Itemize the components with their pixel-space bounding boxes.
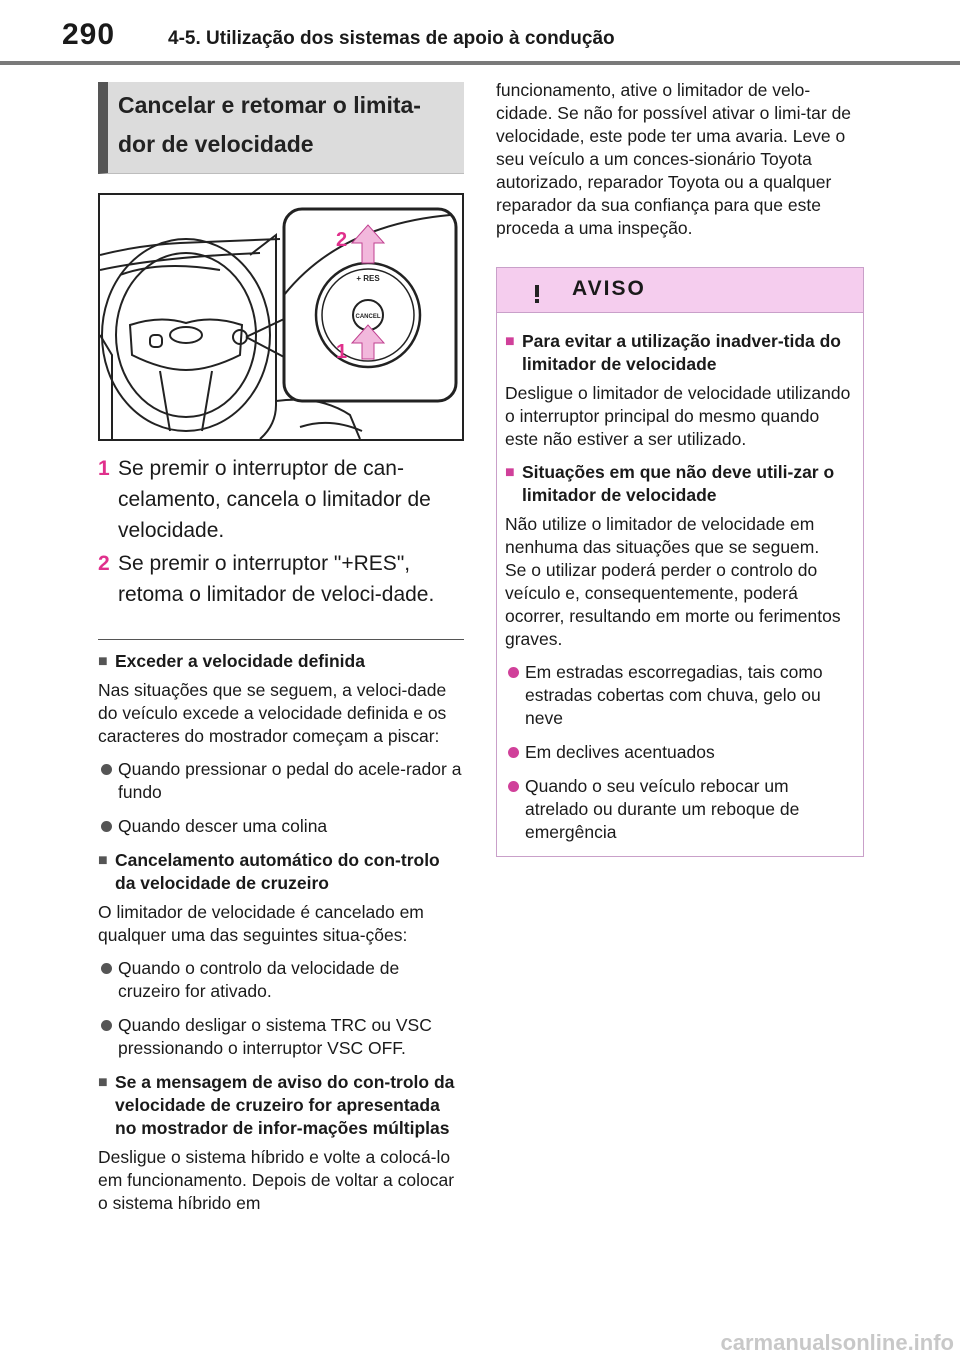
warning-message-text-left: Desligue o sistema híbrido e volte a colocá-lo em funcionamento. Depois de voltar a colocar o sistema híbrido em [98,1147,455,1213]
bullet-text: Em estradas escorregadias, tais como estradas cobertas com chuva, gelo ou neve [525,662,823,728]
aviso-title: AVISO [572,277,646,300]
aviso-sub2-heading-text: Situações em que não deve utili-zar o limitador de velocidade [522,462,835,505]
right-column [496,79,864,857]
bullet-text: Quando o controlo da velocidade de cruzeiro for ativado. [118,958,400,1001]
page-number: 290 [62,18,116,51]
list-item [98,815,464,838]
aviso-sub2-text-b: Se o utilizar poderá perder o controlo do veículo e, consequentemente, poderá ocorrer, resultando em morte ou ferimentos graves. [505,560,841,649]
chapter-title: 4-5. Utilização dos sistemas de apoio à condução [168,28,615,49]
list-item [98,957,464,1003]
bullet-text: Em declives acentuados [525,742,715,762]
bullet-text: Quando desligar o sistema TRC ou VSC pressionando o interruptor VSC OFF. [118,1015,432,1058]
header-rule [0,61,960,65]
bullet-icon [508,747,519,758]
cancel-switch-label: CANCEL [355,314,381,320]
page-header [0,0,960,68]
warning-message-heading [98,1071,464,1140]
square-bullet-icon: ■ [505,464,515,481]
aviso-sub1-text: Desligue o limitador de velocidade utilizando o interruptor principal do mesmo quando este não estiver a ser utilizado. [505,383,851,449]
steps-list [98,453,464,610]
watermark: carmanualsonline.info [720,1330,954,1355]
callout-1: 1 [336,341,348,363]
square-bullet-icon: ■ [505,333,515,350]
section-title-line-1: Cancelar e retomar o limita- [118,92,421,118]
steering-wheel-illustration [100,195,462,439]
section-title [98,82,464,174]
bullet-text: Quando descer uma colina [118,816,328,836]
square-bullet-icon: ■ [98,1074,108,1091]
bullet-icon [101,764,112,775]
left-column [98,82,464,1225]
aviso-sub2-text-a: Não utilize o limitador de velocidade em nenhuma das situações que se seguem. [505,514,820,557]
list-item [505,741,851,764]
exceed-intro: Nas situações que se seguem, a veloci-dade do veículo excede a velocidade definida e os caracteres do mostrador começam a piscar: [98,680,447,746]
bullet-text: Quando o seu veículo rebocar um atrelado ou durante um reboque de emergência [525,776,800,842]
warning-triangle-icon [517,276,557,306]
exceed-heading-text: Exceder a velocidade definida [115,651,365,671]
aviso-box [496,267,864,857]
square-bullet-icon: ■ [98,653,108,670]
warning-message-heading-text: Se a mensagem de aviso do con-trolo da velocidade de cruzeiro for apresentada no mostrador de infor-mações múltiplas [115,1072,455,1138]
divider [98,639,464,640]
bullet-icon [508,667,519,678]
exceed-heading [98,650,464,673]
auto-cancel-intro: O limitador de velocidade é cancelado em qualquer uma das seguintes situa-ções: [98,902,424,945]
step-text: Se premir o interruptor de can-celamento, cancela o limitador de velocidade. [118,457,431,542]
bullet-icon [101,821,112,832]
auto-cancel-heading [98,849,464,895]
step-number: 1 [98,457,110,480]
bullet-icon [508,781,519,792]
list-item [505,661,851,730]
aviso-body [497,313,863,856]
section-title-line-2: dor de velocidade [118,131,314,157]
bullet-text: Quando pressionar o pedal do acele-rador a fundo [118,759,462,802]
aviso-sub2-heading [505,461,851,507]
bullet-icon [101,1020,112,1031]
list-item [98,1014,464,1060]
step-number: 2 [98,552,110,575]
aviso-sub1-heading [505,330,851,376]
step-1 [98,453,464,546]
step-text: Se premir o interruptor "+RES", retoma o limitador de veloci-dade. [118,552,435,606]
aviso-sub1-heading-text: Para evitar a utilização inadver-tida do limitador de velocidade [522,331,841,374]
bullet-icon [101,963,112,974]
auto-cancel-heading-text: Cancelamento automático do con-trolo da velocidade de cruzeiro [115,850,440,893]
list-item [505,775,851,844]
res-switch-label: + RES [356,274,380,283]
steering-switch-figure [98,193,464,441]
square-bullet-icon: ■ [98,852,108,869]
warning-message-text-right: funcionamento, ative o limitador de velo-cidade. Se não for possível ativar o limi-tar de velocidade, este pode ter uma avaria. Leve o seu veículo a um conces-sionário Toyota autorizado, reparador Toyota ou a qualquer reparador da sua confiança para que este proceda a uma inspeção. [496,80,852,238]
step-2 [98,548,464,610]
callout-2: 2 [336,229,348,251]
list-item [98,758,464,804]
aviso-header [497,268,863,313]
